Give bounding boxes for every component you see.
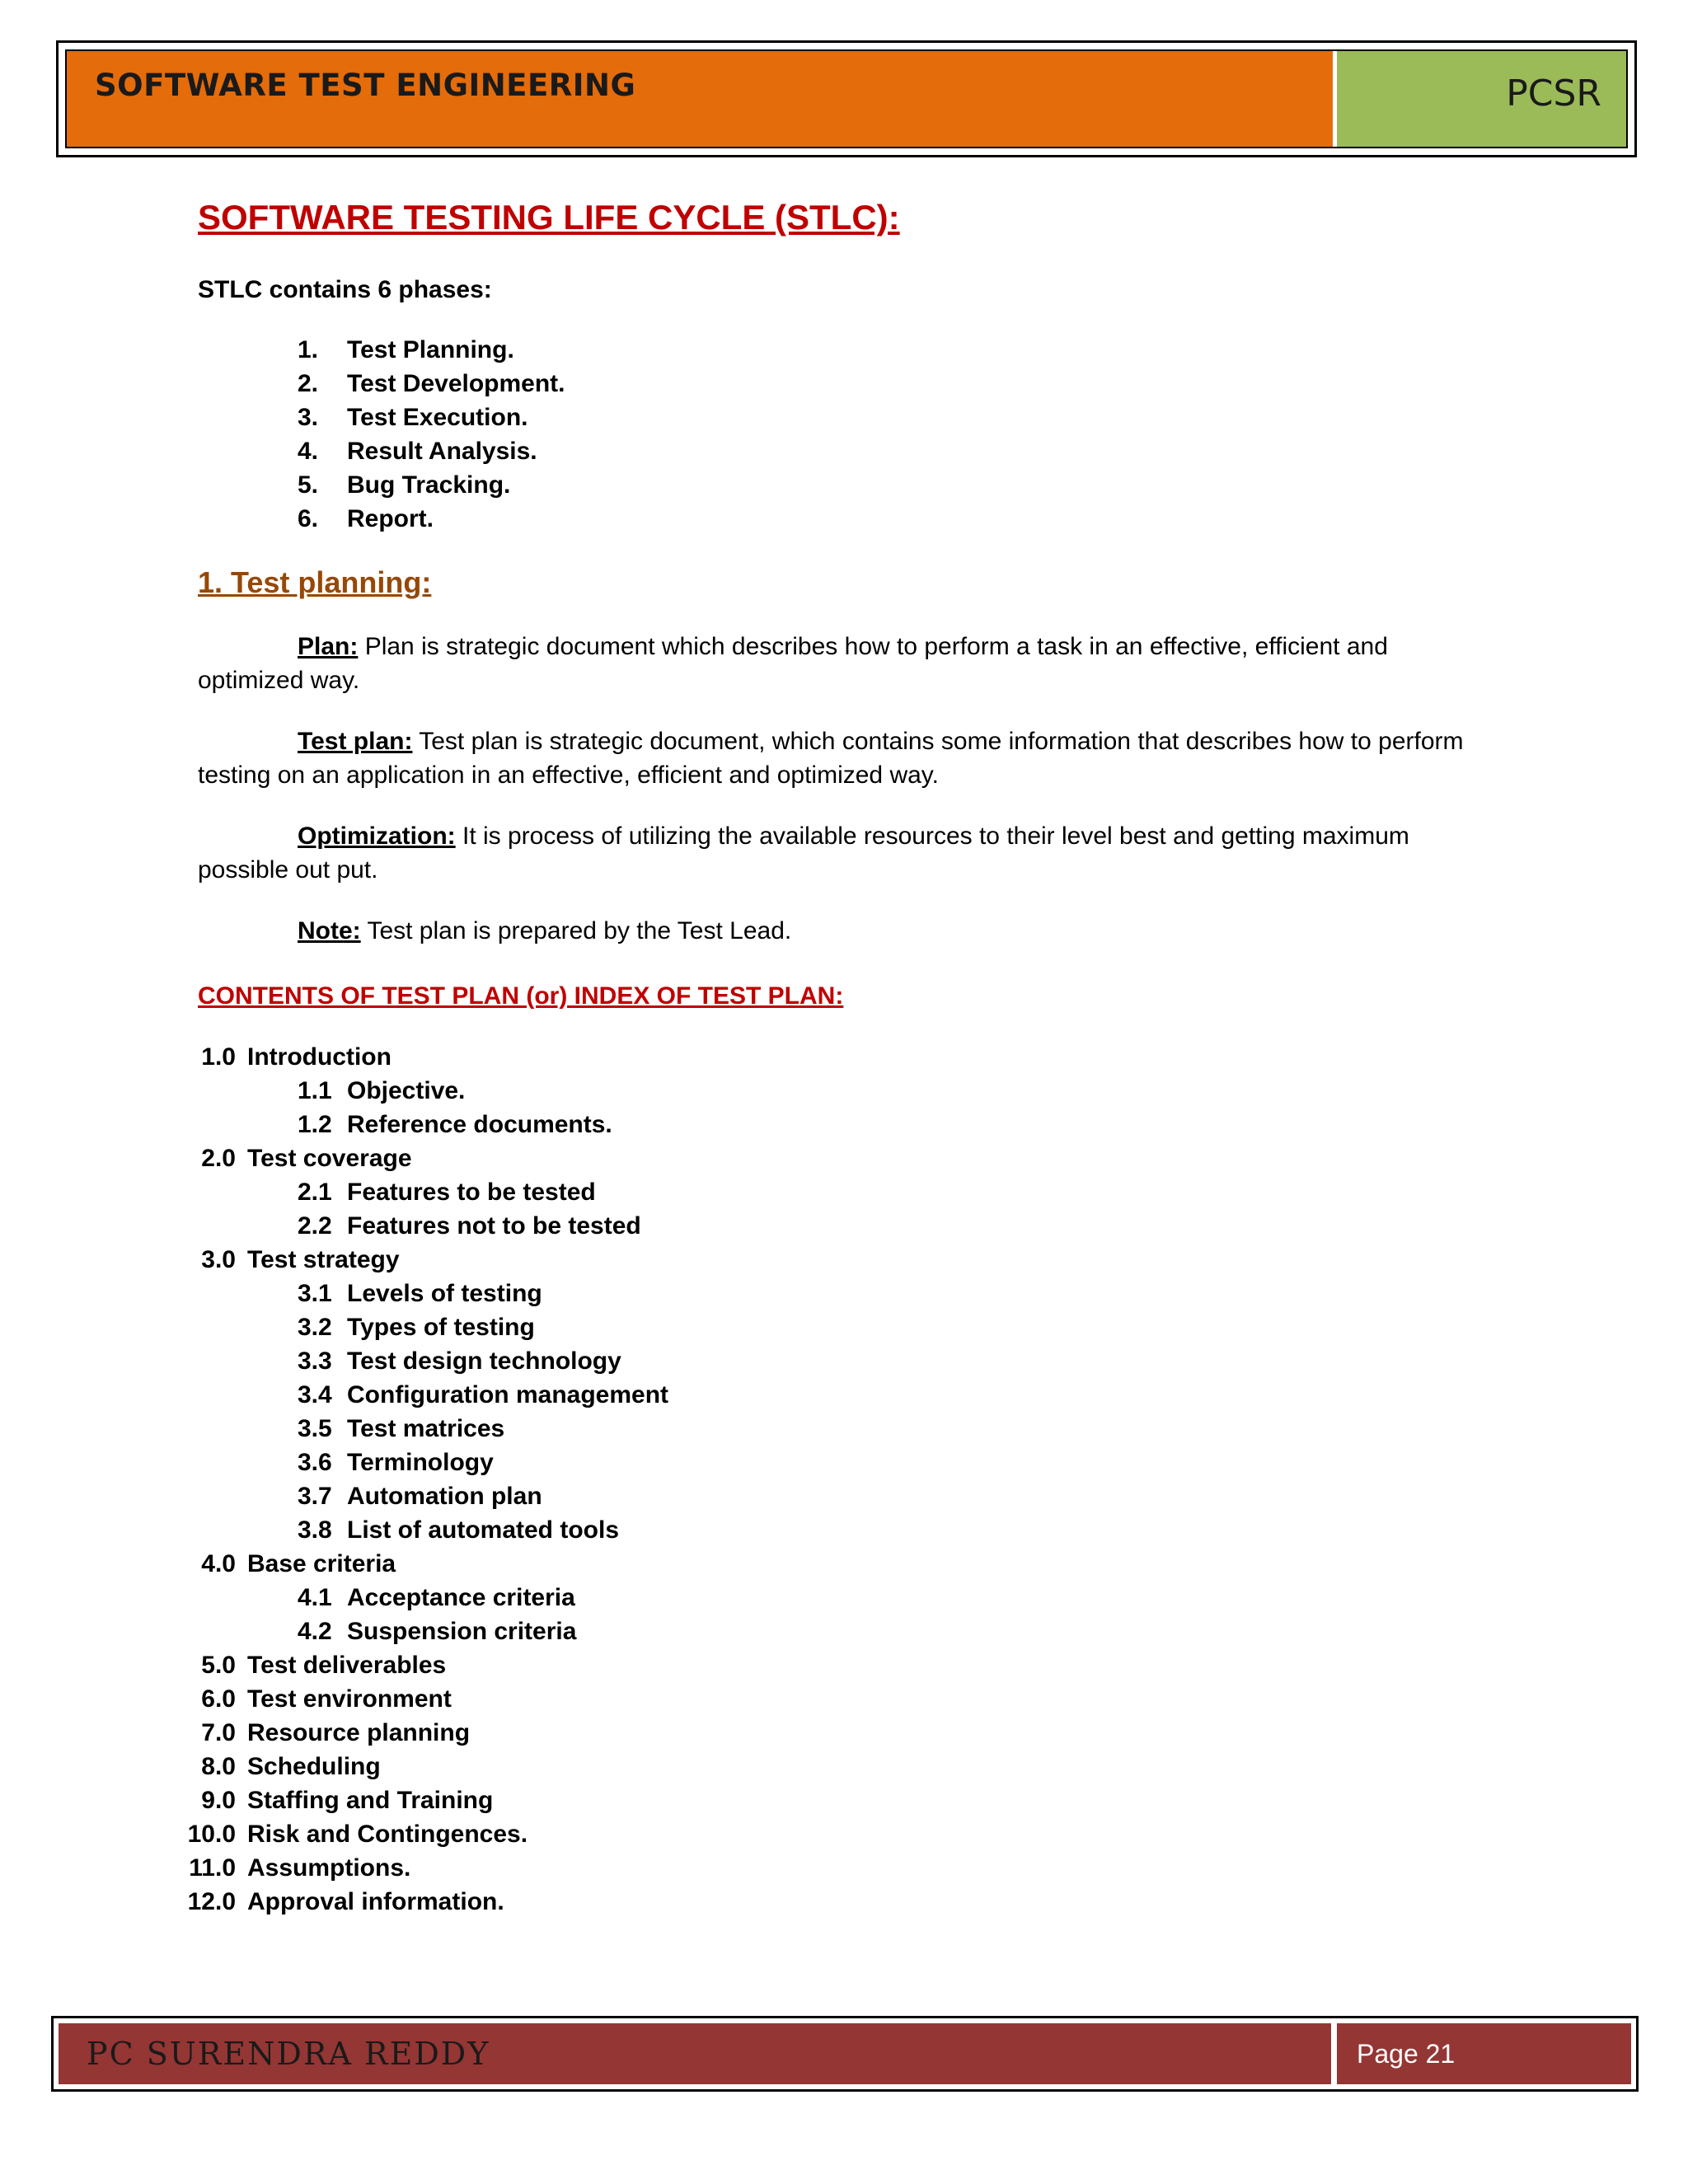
toc-number: 3.1	[298, 1280, 332, 1307]
toc-label: Test strategy	[247, 1246, 400, 1273]
toc-label: Base criteria	[247, 1550, 396, 1577]
phase-number: 4.	[298, 438, 319, 465]
definition-text: Plan is strategic document which describes how to perform a task in an effective, efficient and	[358, 633, 1388, 660]
toc-number: 2.2	[298, 1212, 332, 1240]
footer-author-band	[59, 2023, 1337, 2084]
header-code-band	[1337, 51, 1626, 147]
toc-label: Introduction	[247, 1043, 392, 1071]
toc-label: Configuration management	[347, 1381, 669, 1408]
page-footer	[51, 2016, 1639, 2092]
footer-page-band	[1337, 2023, 1631, 2084]
phase-number: 2.	[298, 370, 319, 397]
document-title: SOFTWARE TESTING LIFE CYCLE (STLC):	[198, 198, 900, 237]
section-heading: 1. Test planning:	[198, 565, 432, 599]
phase-label: Bug Tracking.	[347, 471, 511, 499]
toc-label: Levels of testing	[347, 1280, 542, 1307]
toc-number: 6.0	[201, 1685, 236, 1713]
footer-inner	[59, 2023, 1631, 2084]
definition-term: Note:	[298, 917, 361, 944]
definition-plan	[298, 633, 1388, 661]
toc-label: Assumptions.	[247, 1854, 411, 1882]
toc-label: List of automated tools	[347, 1516, 619, 1544]
toc-number: 11.0	[189, 1854, 236, 1882]
toc-number: 1.0	[201, 1043, 236, 1071]
toc-label: Approval information.	[247, 1888, 504, 1915]
definition-text: It is process of utilizing the available resources to their level best and getting maximum	[455, 823, 1409, 850]
toc-label: Terminology	[347, 1449, 494, 1476]
toc-number: 4.2	[298, 1618, 332, 1645]
toc-number: 12.0	[187, 1888, 236, 1915]
toc-number: 1.2	[298, 1111, 332, 1138]
definition-term: Plan:	[298, 633, 359, 660]
toc-number: 3.2	[298, 1314, 332, 1341]
toc-number: 3.3	[298, 1347, 332, 1375]
header-inner	[65, 49, 1628, 148]
contents-heading: CONTENTS OF TEST PLAN (or) INDEX OF TEST PLAN:	[198, 982, 844, 1010]
toc-label: Suspension criteria	[347, 1618, 577, 1645]
definition-term: Optimization:	[298, 823, 456, 850]
toc-label: Test environment	[247, 1685, 452, 1713]
toc-number: 3.6	[298, 1449, 332, 1476]
toc-label: Test design technology	[347, 1347, 621, 1375]
toc-number: 2.1	[298, 1179, 332, 1206]
definition-note	[298, 917, 791, 945]
toc-number: 9.0	[201, 1787, 236, 1814]
toc-label: Test deliverables	[247, 1652, 447, 1679]
toc-number: 3.8	[298, 1516, 332, 1544]
toc-number: 10.0	[187, 1821, 236, 1848]
toc-number: 5.0	[201, 1652, 236, 1679]
phase-number: 5.	[298, 471, 319, 499]
toc-number: 3.0	[201, 1246, 236, 1273]
toc-label: Objective.	[347, 1077, 466, 1104]
toc-label: Types of testing	[347, 1314, 535, 1341]
phase-number: 3.	[298, 404, 319, 431]
header-title: SOFTWARE TEST ENGINEERING	[95, 68, 636, 103]
footer-author: PC SURENDRA REDDY	[87, 2036, 490, 2072]
definition-term: Test plan:	[298, 728, 413, 755]
toc-number: 7.0	[201, 1719, 236, 1746]
toc-label: Automation plan	[347, 1483, 542, 1510]
definition-continuation: possible out put.	[198, 856, 378, 883]
toc-label: Reference documents.	[347, 1111, 612, 1138]
toc-number: 8.0	[201, 1753, 236, 1780]
toc-label: Test coverage	[247, 1145, 412, 1172]
toc-label: Test matrices	[347, 1415, 505, 1442]
toc-number: 4.0	[201, 1550, 236, 1577]
toc-number: 2.0	[201, 1145, 236, 1172]
toc-number: 4.1	[298, 1584, 332, 1611]
toc-number: 3.4	[298, 1381, 332, 1408]
definition-test-plan	[298, 728, 1464, 756]
phase-label: Test Execution.	[347, 404, 528, 431]
definition-continuation: testing on an application in an effective, efficient and optimized way.	[198, 762, 939, 789]
header-title-band	[67, 51, 1337, 147]
phase-label: Result Analysis.	[347, 438, 537, 465]
toc-number: 1.1	[298, 1077, 332, 1104]
intro-text: STLC contains 6 phases:	[198, 276, 492, 303]
phase-number: 1.	[298, 336, 319, 363]
page-header	[56, 40, 1637, 157]
phase-label: Report.	[347, 505, 434, 532]
page-number: Page 21	[1357, 2038, 1456, 2069]
toc-number: 3.7	[298, 1483, 332, 1510]
definition-optimization	[298, 823, 1409, 851]
toc-label: Staffing and Training	[247, 1787, 494, 1814]
phase-label: Test Development.	[347, 370, 565, 397]
toc-label: Features not to be tested	[347, 1212, 641, 1240]
definition-continuation: optimized way.	[198, 667, 360, 694]
toc-label: Acceptance criteria	[347, 1584, 575, 1611]
toc-label: Resource planning	[247, 1719, 471, 1746]
definition-text: Test plan is prepared by the Test Lead.	[360, 917, 792, 944]
toc-label: Scheduling	[247, 1753, 381, 1780]
toc-label: Features to be tested	[347, 1179, 596, 1206]
header-code: PCSR	[1506, 73, 1601, 115]
definition-text: Test plan is strategic document, which contains some information that describes how to perform	[412, 728, 1464, 755]
phase-label: Test Planning.	[347, 336, 514, 363]
phase-number: 6.	[298, 505, 319, 532]
toc-label: Risk and Contingences.	[247, 1821, 528, 1848]
toc-number: 3.5	[298, 1415, 332, 1442]
